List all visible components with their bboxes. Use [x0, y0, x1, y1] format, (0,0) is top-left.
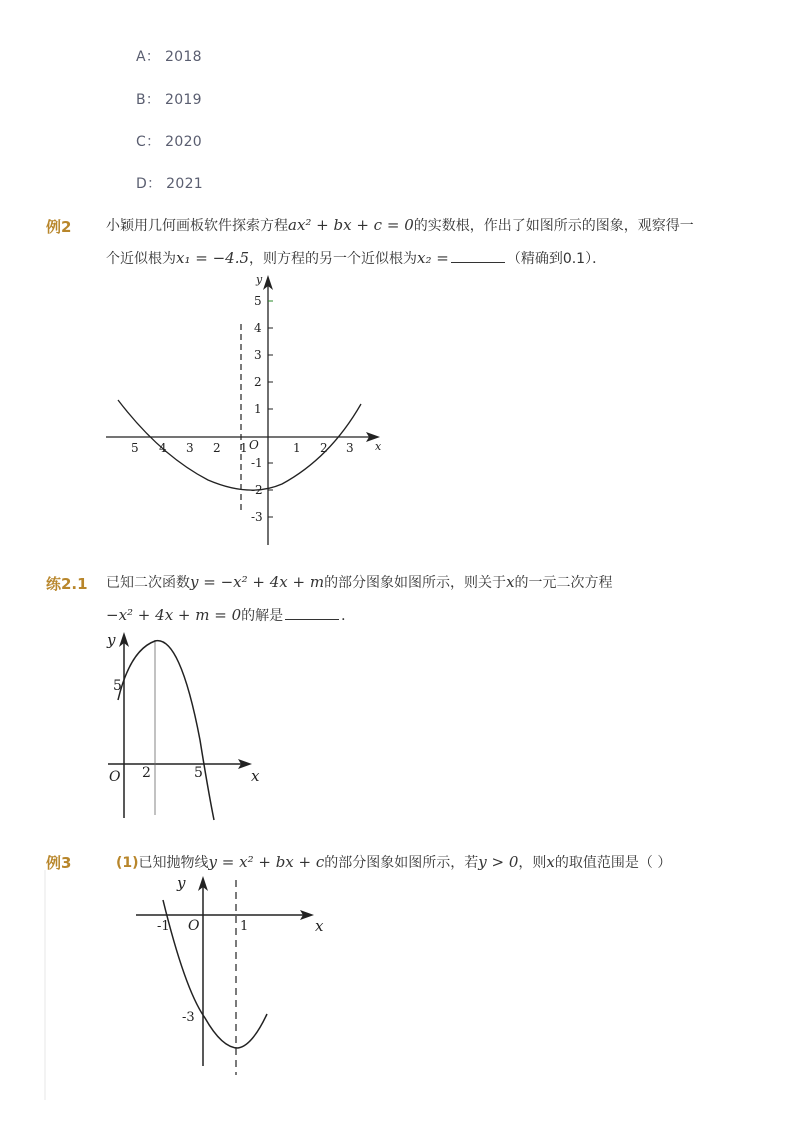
ex3-parabola [163, 900, 267, 1048]
ex2-ytick-1: 1 [254, 402, 262, 416]
ex2-ytick-4: 4 [254, 321, 262, 335]
ex3-xtick-1: 1 [240, 919, 249, 934]
ex2-origin-label: O [249, 438, 259, 452]
ex2-ytick-neg3: -3 [251, 510, 263, 524]
ex2-ytick-3: 3 [254, 348, 262, 362]
ex21-var-x: x [506, 573, 515, 591]
exercise-2-1-tag: 练2.1 [46, 575, 88, 593]
ex2-ytick-neg1: -1 [251, 456, 263, 470]
ex21-origin-label: O [109, 769, 121, 785]
ex2-xtick-neg5: 5 [131, 441, 139, 455]
ex2-ytick-2: 2 [254, 375, 262, 389]
ex21-xtick-5: 5 [194, 765, 203, 781]
ex2-text-2a: 个近似根为 [106, 251, 176, 267]
ex3-parabola-eq: y = x² + bx + c [208, 853, 325, 871]
option-b-label: B： [136, 92, 161, 108]
ex21-xtick-2: 2 [142, 765, 151, 781]
ex2-text-1b: 的实数根，作出了如图所示的图象，观察得一 [413, 218, 694, 234]
ex3-origin-label: O [188, 918, 200, 934]
ex21-text-2b: 的解是 [241, 608, 284, 624]
ex3-sub-label: (1) [116, 855, 139, 871]
ex21-text-1c: 的一元二次方程 [514, 575, 613, 591]
ex2-ytick-neg2: -2 [251, 483, 263, 497]
ex2-x-label: x [375, 440, 382, 453]
ex3-text-1a: 已知抛物线 [138, 855, 209, 871]
ex21-function: y = −x² + 4x + m [190, 573, 325, 591]
ex2-xtick-neg3: 3 [186, 441, 194, 455]
ex2-xtick-3: 3 [346, 441, 354, 455]
ex21-text-1a: 已知二次函数 [106, 575, 190, 591]
ex3-xtick-neg1: -1 [157, 919, 170, 934]
option-c-label: C： [136, 134, 161, 150]
ex2-root-1: x₁ = −4.5 [176, 249, 250, 267]
example-2-tag: 例2 [46, 218, 72, 236]
ex3-inequality: y > 0 [478, 853, 519, 871]
option-c-value: 2020 [165, 134, 202, 150]
ex3-y-label: y [177, 874, 186, 892]
option-d-value: 2021 [166, 176, 203, 192]
ex21-equation: −x² + 4x + m = 0 [106, 606, 242, 624]
ex21-x-label: x [251, 767, 260, 785]
ex2-xtick-2: 2 [320, 441, 328, 455]
option-b-value: 2019 [164, 92, 202, 108]
ex3-text-1d: 的取值范围是（ ） [554, 855, 672, 871]
ex2-text-1a: 小颖用几何画板软件探索方程 [106, 218, 288, 234]
ex21-ytick-5: 5 [113, 678, 122, 694]
example-3-tag: 例3 [46, 854, 72, 872]
option-d-label: D： [136, 176, 162, 192]
ex3-text-1b: 的部分图象如图所示，若 [324, 855, 479, 871]
option-a-value: 2018 [164, 49, 202, 65]
ex2-xtick-neg2: 2 [213, 441, 221, 455]
ex2-ytick-5: 5 [254, 294, 262, 308]
ex2-y-label: y [256, 273, 263, 286]
ex3-text-1c: ，则 [518, 855, 547, 871]
ex2-root-2: x₂ = [417, 249, 449, 267]
option-a-label: A： [136, 49, 161, 65]
ex21-y-label: y [107, 631, 116, 649]
ex2-xtick-neg4: 4 [159, 441, 167, 455]
ex2-text-2b: ，则方程的另一个近似根为 [249, 251, 418, 267]
ex21-text-2c: ． [341, 608, 356, 624]
ex2-text-2c: （精确到0.1）． [506, 251, 607, 267]
ex2-xtick-neg1: 1 [240, 441, 248, 455]
ex21-text-1b: 的部分图象如图所示，则关于 [324, 575, 507, 591]
ex2-xtick-1: 1 [293, 441, 301, 455]
ex3-var-x: x [546, 853, 555, 871]
ex3-ytick-neg3: -3 [182, 1010, 195, 1025]
ex2-equation: ax² + bx + c = 0 [288, 216, 414, 234]
ex3-x-label: x [315, 917, 324, 935]
